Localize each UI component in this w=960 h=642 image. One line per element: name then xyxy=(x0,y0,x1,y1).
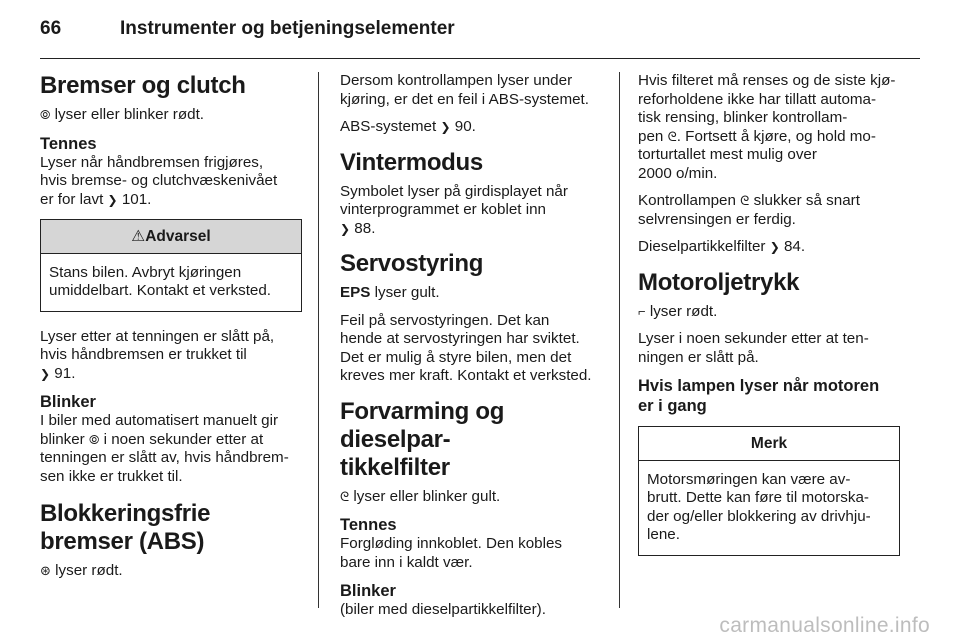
subheading-blinker-2: Blinker xyxy=(340,582,396,600)
section-title-winter: Vintermodus xyxy=(340,148,483,176)
section-title-oil: Motoroljetrykk xyxy=(638,268,800,296)
abs-system-ref: ABS-systemet ❯ 90. xyxy=(340,118,476,135)
preheat-intro: ᘓ lyser eller blinker gult. xyxy=(340,487,501,505)
reference-arrow-icon: ❯ xyxy=(340,221,351,236)
servo-text: Feil på servostyringen. Det kan hende at servostyringen har sviktet. Det er mulig å styre bilen, men det kreves mer kraft. Kontakt et verksted. xyxy=(340,311,592,384)
subheading-tennes-2: Tennes xyxy=(340,516,397,534)
warning-box xyxy=(40,219,302,312)
column-3 xyxy=(638,72,900,572)
filter-text: Hvis filteret må renses og de siste kjø- reforholdene ikke har tillatt automa- tisk rensing, blinker kontrollam- pen ᘓ. Fortsett å kjøre, og hold mo- torturtallet mest mulig over 2000 o/min. xyxy=(638,72,896,182)
subheading-blinker: Blinker xyxy=(40,393,96,411)
preheat-blinker-text: (biler med dieselpartikkelfilter). xyxy=(340,601,546,618)
brakes-after-text: Lyser etter at tenningen er slått på, hvis håndbremsen er trukket til ❯ 91. xyxy=(40,327,275,382)
dpf-ref: Dieselpartikkelfilter ❯ 84. xyxy=(638,238,806,255)
reference-arrow-icon: ❯ xyxy=(40,366,51,381)
glow-plug-icon: ᘓ xyxy=(667,128,677,144)
winter-text: Symbolet lyser på girdisplayet når vinterprogrammet er koblet inn ❯ 88. xyxy=(340,182,568,237)
lamp-text: Kontrollampen ᘓ slukker så snart selvrensingen er ferdig. xyxy=(638,192,860,228)
column-divider-2 xyxy=(619,72,620,608)
watermark: carmanualsonline.info xyxy=(719,614,930,637)
eps-label: EPS xyxy=(340,284,371,301)
glow-plug-icon: ᘓ xyxy=(740,193,750,208)
column-2 xyxy=(340,72,602,629)
warning-triangle-icon: ⚠ xyxy=(131,228,146,245)
reference-arrow-icon: ❯ xyxy=(769,240,780,254)
oil-subheading: Hvis lampen lyser når motoren er i gang xyxy=(638,377,880,415)
brake-warning-icon: ⦾ xyxy=(40,107,51,122)
reference-arrow-icon: ❯ xyxy=(107,192,118,207)
abs-continued-text: Dersom kontrollampen lyser under kjøring, er det en feil i ABS-systemet. xyxy=(340,72,589,108)
warning-box-text: Stans bilen. Avbryt kjøringen umiddelbart. Kontakt et verksted. xyxy=(49,263,272,299)
brakes-tennes-text: Lyser når håndbremsen frigjøres, hvis bremse- og clutchvæskenivået er for lavt ❯ 101. xyxy=(40,153,278,208)
glow-plug-icon: ᘓ xyxy=(340,488,350,504)
oil-can-icon: ⌐ xyxy=(638,303,646,319)
abs-intro: ⊛ lyser rødt. xyxy=(40,562,123,579)
column-1 xyxy=(40,72,302,590)
oil-intro: ⌐ lyser rødt. xyxy=(638,302,718,320)
note-box-text: Motorsmøringen kan være av- brutt. Dette kan føre til motorska- der og/eller blokkering av drivhju- lene. xyxy=(647,470,871,543)
column-divider-1 xyxy=(318,72,319,608)
oil-text: Lyser i noen sekunder etter at ten- ningen er slått på. xyxy=(638,330,869,366)
warning-box-header: ⚠Advarsel xyxy=(41,220,301,254)
reference-arrow-icon: ❯ xyxy=(440,120,451,134)
preheat-tennes-text: Forgløding innkoblet. Den kobles bare inn i kaldt vær. xyxy=(340,535,563,571)
abs-icon: ⊛ xyxy=(40,563,51,578)
page-number: 66 xyxy=(40,18,62,39)
servo-intro: EPS lyser gult. xyxy=(340,284,440,301)
section-title-preheat: Forvarming og dieselpar- tikkelfilter xyxy=(340,397,505,481)
header-rule xyxy=(40,58,920,59)
brake-warning-icon: ⦾ xyxy=(88,431,100,447)
section-title-brakes: Bremser og clutch xyxy=(40,72,246,99)
brakes-blinker-text: I biler med automatisert manuelt gir blinker ⦾ i noen sekunder etter at tenningen er slått av, hvis håndbrem- sen ikke er trukket til. xyxy=(40,412,289,485)
chapter-title: Instrumenter og betjeningselementer xyxy=(120,18,455,39)
page-header xyxy=(40,18,455,40)
note-box-header: Merk xyxy=(639,427,899,461)
brakes-intro: ⦾ lyser eller blinker rødt. xyxy=(40,106,205,123)
note-box xyxy=(638,426,900,556)
section-title-abs: Blokkeringsfrie bremser (ABS) xyxy=(40,500,211,555)
subheading-tennes: Tennes xyxy=(40,134,97,153)
section-title-servo: Servostyring xyxy=(340,250,484,277)
